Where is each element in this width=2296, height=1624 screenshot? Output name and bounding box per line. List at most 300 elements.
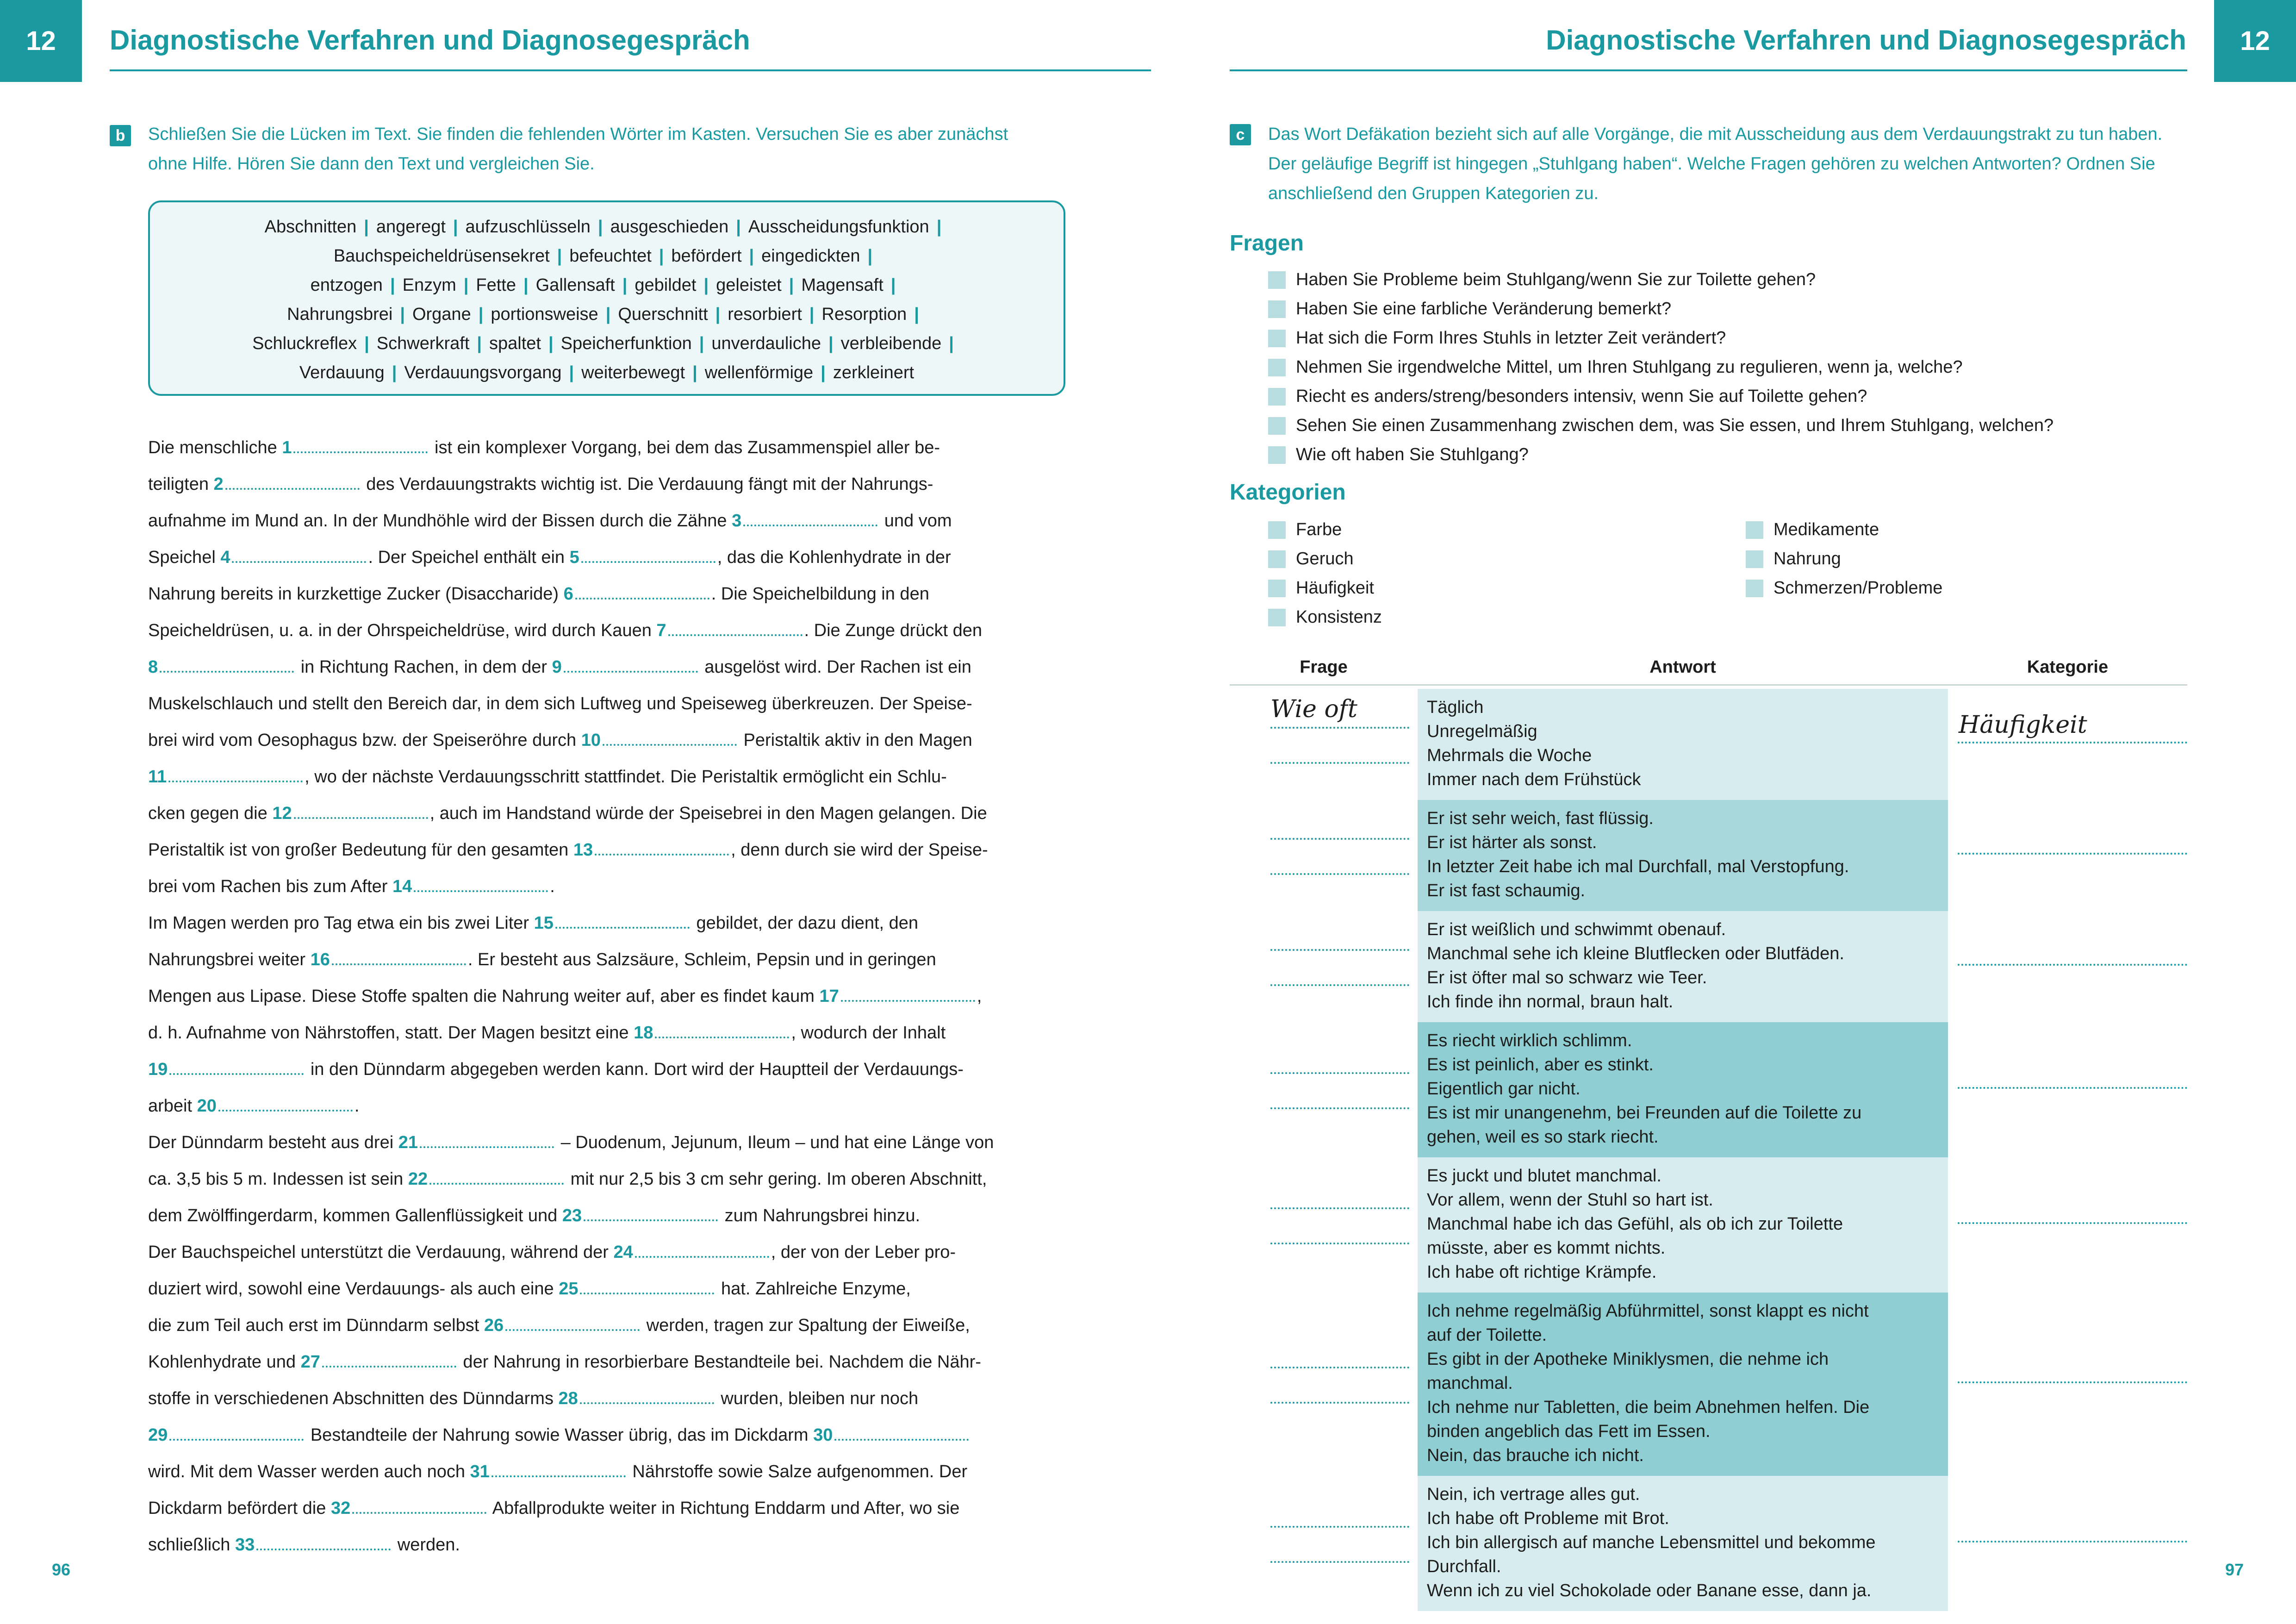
cloze-segment: aufnahme im Mund an. In der Mundhöhle wird der Bissen durch die Zähne <box>148 511 732 531</box>
word-box-item: zerkleinert <box>833 363 915 382</box>
cloze-segment: , wo der nächste Verdauungsschritt stattfindet. Die Peristaltik ermöglicht ein Schlu- <box>305 767 947 787</box>
cloze-line <box>148 686 1065 722</box>
word-box-item: Organe <box>412 305 471 324</box>
word-box-item: Verdauungsvorgang <box>404 363 562 382</box>
page-number-left: 96 <box>52 1560 71 1579</box>
word-box-item: entzogen <box>310 275 383 295</box>
blank-field[interactable] <box>256 1536 391 1550</box>
answer-line: gehen, weil es so stark riecht. <box>1427 1127 1659 1147</box>
blank-field[interactable] <box>160 658 294 673</box>
checkbox[interactable] <box>1268 417 1286 435</box>
checkbox-label: Haben Sie eine farbliche Veränderung bemerkt? <box>1296 299 1672 319</box>
word-separator: | <box>715 305 721 324</box>
word-separator: | <box>400 305 405 324</box>
answer-line: müsste, aber es kommt nichts. <box>1427 1238 1666 1258</box>
kategorie-line[interactable] <box>1958 742 2187 743</box>
word-separator: | <box>477 334 482 353</box>
checkbox-item <box>1268 324 2053 353</box>
answer-line: Er ist fast schaumig. <box>1427 881 1586 900</box>
checkbox-item <box>1746 544 1942 574</box>
cloze-segment: stoffe in verschiedenen Abschnitten des Dünndarms <box>148 1389 559 1408</box>
word-box-item: Enzym <box>402 275 456 295</box>
answer-group <box>1418 1476 1948 1611</box>
table-header-antwort: Antwort <box>1649 657 1716 677</box>
table-header-kategorie: Kategorie <box>2027 657 2109 677</box>
answer-group <box>1418 800 1948 911</box>
questions-heading: Fragen <box>1230 231 1304 256</box>
answer-line: Er ist härter als sonst. <box>1427 833 1597 852</box>
blank-field[interactable] <box>322 1353 456 1368</box>
word-box-item: Fette <box>476 275 516 295</box>
cloze-segment: duziert wird, sowohl eine Verdauungs- als auch eine <box>148 1279 559 1299</box>
cloze-segment: , denn durch sie wird der Speise- <box>731 840 988 860</box>
page-title-left: Diagnostische Verfahren und Diagnosegespräch <box>110 25 750 56</box>
blank-number: 13 <box>573 840 593 860</box>
cloze-segment: – Duodenum, Jejunum, Ileum – und hat eine Länge von <box>556 1133 994 1152</box>
frage-line[interactable] <box>1270 984 1409 986</box>
answer-line: Nein, das brauche ich nicht. <box>1427 1446 1644 1465</box>
word-box-line <box>164 242 1050 271</box>
cloze-line <box>148 868 1065 905</box>
blank-number: 21 <box>398 1133 418 1152</box>
answer-line: Manchmal sehe ich kleine Blutflecken oder Blutfäden. <box>1427 944 1844 963</box>
word-separator: | <box>622 275 628 295</box>
word-box-item: Magensaft <box>801 275 884 295</box>
cloze-line <box>148 1307 1065 1344</box>
blank-field[interactable] <box>293 438 428 453</box>
word-box-item: befördert <box>671 246 742 266</box>
blank-field[interactable] <box>225 475 360 490</box>
checkbox-item <box>1268 294 2053 324</box>
cloze-line <box>148 612 1065 649</box>
cloze-segment: Dickdarm befördert die <box>148 1499 331 1518</box>
checkbox[interactable] <box>1746 580 1763 597</box>
answer-line: Manchmal habe ich das Gefühl, als ob ich zur Toilette <box>1427 1214 1843 1234</box>
word-separator: | <box>890 275 896 295</box>
chapter-number-left: 12 <box>0 0 82 82</box>
answer-line: Es ist mir unangenehm, bei Freunden auf die Toilette zu <box>1427 1103 1862 1123</box>
cloze-line <box>148 795 1065 832</box>
word-box <box>148 200 1065 396</box>
word-box-item: ausgeschieden <box>610 217 729 237</box>
answer-line: Ich bin allergisch auf manche Lebensmittel und bekomme <box>1427 1533 1876 1552</box>
cloze-segment: Der Bauchspeichel unterstützt die Verdauung, während der <box>148 1243 614 1262</box>
word-separator: | <box>789 275 794 295</box>
task-b-instruction: Schließen Sie die Lücken im Text. Sie finden die fehlenden Wörter im Kasten. Versuchen Sie es aber zunächst ohne Hilfe. Hören Sie dann den Text und vergleichen Sie. <box>148 125 1008 174</box>
blank-field[interactable] <box>352 1499 486 1514</box>
cloze-segment: Bestandteile der Nahrung sowie Wasser übrig, das im Dickdarm <box>305 1425 814 1445</box>
blank-number: 27 <box>300 1352 320 1372</box>
word-separator: | <box>453 217 458 237</box>
cloze-line <box>148 466 1065 503</box>
categories-list-2 <box>1746 515 1942 603</box>
cloze-line <box>148 1015 1065 1051</box>
blank-field[interactable] <box>575 585 709 600</box>
answer-line: Täglich <box>1427 698 1484 717</box>
cloze-segment: cken gegen die <box>148 804 273 823</box>
cloze-segment: zum Nahrungsbrei hinzu. <box>720 1206 921 1225</box>
cloze-segment: Abfallprodukte weiter in Richtung Enddarm und After, wo sie <box>488 1499 960 1518</box>
blank-number: 23 <box>562 1206 582 1225</box>
word-separator: | <box>809 305 815 324</box>
answer-group <box>1418 1022 1948 1157</box>
word-box-item: angeregt <box>376 217 446 237</box>
cloze-line <box>148 1124 1065 1161</box>
checkbox-label: Konsistenz <box>1296 607 1382 627</box>
blank-number: 8 <box>148 657 158 677</box>
word-separator: | <box>936 217 942 237</box>
word-separator: | <box>703 275 709 295</box>
answer-line: In letzter Zeit habe ich mal Durchfall, mal Verstopfung. <box>1427 857 1849 876</box>
word-box-item: Schluckreflex <box>252 334 357 353</box>
blank-number: 4 <box>220 548 230 567</box>
blank-field[interactable] <box>635 1243 769 1258</box>
word-box-item: verbleibende <box>840 334 942 353</box>
blank-number: 10 <box>581 731 601 750</box>
cloze-segment: Nährstoffe sowie Salze aufgenommen. Der <box>627 1462 968 1481</box>
word-box-item: Abschnitten <box>264 217 357 237</box>
frage-line[interactable] <box>1270 1561 1409 1563</box>
checkbox-label: Riecht es anders/streng/besonders intensiv, wenn Sie auf Toilette gehen? <box>1296 387 1867 406</box>
checkbox[interactable] <box>1268 300 1286 318</box>
blank-field[interactable] <box>655 1024 789 1038</box>
cloze-line <box>148 1161 1065 1198</box>
checkbox[interactable] <box>1268 609 1286 626</box>
frage-line[interactable] <box>1270 727 1409 729</box>
word-box-item: geleistet <box>716 275 782 295</box>
word-box-line <box>164 358 1050 387</box>
word-box-item: eingedickten <box>761 246 860 266</box>
checkbox[interactable] <box>1268 446 1286 464</box>
checkbox[interactable] <box>1746 550 1763 568</box>
blank-field[interactable] <box>555 914 690 929</box>
frage-line[interactable] <box>1270 949 1409 951</box>
blank-field[interactable] <box>429 1170 564 1185</box>
answer-line: Es riecht wirklich schlimm. <box>1427 1031 1632 1050</box>
cloze-line <box>148 503 1065 539</box>
cloze-segment: die zum Teil auch erst im Dünndarm selbst <box>148 1316 484 1335</box>
cloze-line <box>148 759 1065 795</box>
blank-number: 29 <box>148 1425 168 1445</box>
cloze-line <box>148 539 1065 576</box>
cloze-line <box>148 1380 1065 1417</box>
header-divider-left <box>110 69 1151 71</box>
word-separator: | <box>867 246 873 266</box>
cloze-line <box>148 1454 1065 1490</box>
header-divider-right <box>1230 69 2187 71</box>
word-box-item: Nahrungsbrei <box>287 305 393 324</box>
checkbox-item <box>1268 411 2053 440</box>
checkbox-label: Nahrung <box>1773 549 1841 568</box>
word-box-item: Gallensaft <box>535 275 615 295</box>
word-box-item: Bauchspeicheldrüsensekret <box>333 246 550 266</box>
blank-field[interactable] <box>595 841 729 856</box>
kategorie-line[interactable] <box>1958 1222 2187 1224</box>
cloze-segment: in Richtung Rachen, in dem der <box>296 657 552 677</box>
word-separator: | <box>364 217 369 237</box>
answer-line: Er ist sehr weich, fast flüssig. <box>1427 809 1654 828</box>
cloze-segment: , auch im Handstand würde der Speisebrei in den Magen gelangen. Die <box>429 804 987 823</box>
word-box-item: Querschnitt <box>618 305 708 324</box>
cloze-line <box>148 1051 1065 1088</box>
cloze-line <box>148 576 1065 612</box>
cloze-line <box>148 942 1065 978</box>
cloze-segment: dem Zwölffingerdarm, kommen Gallenflüssigkeit und <box>148 1206 562 1225</box>
answer-line: auf der Toilette. <box>1427 1325 1547 1345</box>
word-separator: | <box>463 275 469 295</box>
answer-line: Vor allem, wenn der Stuhl so hart ist. <box>1427 1190 1713 1210</box>
blank-number: 9 <box>552 657 562 677</box>
cloze-segment: , der von der Leber pro- <box>771 1243 956 1262</box>
cloze-line <box>148 430 1065 466</box>
answer-line: Durchfall. <box>1427 1557 1501 1576</box>
blank-number: 31 <box>470 1462 490 1481</box>
categories-heading: Kategorien <box>1230 480 1346 505</box>
checkbox-item <box>1268 515 1382 544</box>
blank-field[interactable] <box>169 1426 304 1441</box>
word-box-line <box>164 300 1050 329</box>
task-b-badge: b <box>110 125 131 146</box>
word-separator: | <box>557 246 562 266</box>
answer-line: Er ist weißlich und schwimmt obenauf. <box>1427 920 1726 939</box>
word-separator: | <box>364 334 369 353</box>
cloze-segment: brei wird vom Oesophagus bzw. der Speiseröhre durch <box>148 731 581 750</box>
frage-line[interactable] <box>1270 1207 1409 1209</box>
cloze-segment: gebildet, der dazu dient, den <box>691 913 919 933</box>
checkbox-label: Medikamente <box>1773 520 1879 539</box>
blank-field[interactable] <box>218 1097 353 1112</box>
table-header-rule <box>1230 684 2187 686</box>
blank-field[interactable] <box>332 950 466 965</box>
blank-field[interactable] <box>580 1280 714 1294</box>
blank-field[interactable] <box>420 1133 554 1148</box>
checkbox[interactable] <box>1268 330 1286 347</box>
blank-field[interactable] <box>581 548 716 563</box>
cloze-segment: Speichel <box>148 548 221 567</box>
checkbox[interactable] <box>1268 388 1286 406</box>
blank-field[interactable] <box>580 1389 714 1404</box>
answer-line: Eigentlich gar nicht. <box>1427 1079 1580 1099</box>
checkbox-item <box>1268 382 2053 411</box>
answer-line: Mehrmals die Woche <box>1427 746 1592 765</box>
word-box-line <box>164 271 1050 300</box>
frage-line[interactable] <box>1270 1526 1409 1528</box>
cloze-segment: d. h. Aufnahme von Nährstoffen, statt. Der Magen besitzt eine <box>148 1023 634 1043</box>
word-box-item: befeuchtet <box>569 246 652 266</box>
checkbox[interactable] <box>1268 271 1286 289</box>
blank-number: 6 <box>563 584 573 604</box>
blank-number: 7 <box>656 621 666 640</box>
checkbox-item <box>1268 544 1382 574</box>
cloze-line <box>148 1088 1065 1124</box>
blank-number: 15 <box>534 913 554 933</box>
checkbox-label: Sehen Sie einen Zusammenhang zwischen dem, was Sie essen, und Ihrem Stuhlgang, welchen? <box>1296 416 2054 435</box>
cloze-line <box>148 832 1065 868</box>
checkbox-item <box>1268 574 1382 603</box>
blank-number: 22 <box>408 1169 428 1189</box>
checkbox-item <box>1268 603 1382 632</box>
frage-line[interactable] <box>1270 838 1409 840</box>
page-number-right: 97 <box>2225 1560 2244 1579</box>
task-c-instruction: Das Wort Defäkation bezieht sich auf alle Vorgänge, die mit Ausscheidung aus dem Verdauungstrakt zu tun haben. Der geläufige Begriff ist hingegen „Stuhlgang haben“. Welche Fragen gehören zu welchen Antworten? Ordnen Sie anschließend den Gruppen Kategorien zu. <box>1268 125 2163 203</box>
frage-line[interactable] <box>1270 1072 1409 1074</box>
blank-number: 1 <box>282 438 292 457</box>
blank-number: 12 <box>272 804 292 823</box>
blank-field[interactable] <box>169 1060 304 1075</box>
cloze-segment: . Der Speichel enthält ein <box>368 548 570 567</box>
categories-list-1 <box>1268 515 1382 632</box>
word-separator: | <box>390 275 395 295</box>
cloze-segment: . Die Speichelbildung in den <box>711 584 929 604</box>
word-box-item: portionsweise <box>491 305 598 324</box>
frage-line[interactable] <box>1270 762 1409 764</box>
cloze-segment: Muskelschlauch und stellt den Bereich dar, in dem sich Luftweg und Speiseweg überkreuzen. Der Speise- <box>148 694 972 713</box>
cloze-line <box>148 1271 1065 1307</box>
cloze-segment: , wodurch der Inhalt <box>791 1023 946 1043</box>
cloze-segment: teiligten <box>148 475 214 494</box>
cloze-segment: Speicheldrüsen, u. a. in der Ohrspeicheldrüse, wird durch Kauen <box>148 621 657 640</box>
cloze-segment: arbeit <box>148 1096 197 1116</box>
blank-field[interactable] <box>603 731 737 746</box>
blank-number: 24 <box>613 1243 633 1262</box>
blank-field[interactable] <box>294 804 428 819</box>
answer-group <box>1418 911 1948 1022</box>
blank-field[interactable] <box>743 512 877 526</box>
word-separator: | <box>699 334 704 353</box>
cloze-segment: Kohlenhydrate und <box>148 1352 301 1372</box>
word-box-item: wellenförmige <box>704 363 814 382</box>
blank-number: 25 <box>559 1279 579 1299</box>
task-c-badge: c <box>1230 124 1251 145</box>
checkbox-label: Wie oft haben Sie Stuhlgang? <box>1296 445 1529 464</box>
blank-number: 30 <box>813 1425 833 1445</box>
checkbox-item <box>1746 515 1942 544</box>
word-separator: | <box>821 363 826 382</box>
cloze-segment: Nahrungsbrei weiter <box>148 950 311 969</box>
checkbox[interactable] <box>1268 359 1286 376</box>
kategorie-line[interactable] <box>1958 853 2187 855</box>
answer-line: Er ist öfter mal so schwarz wie Teer. <box>1427 968 1707 987</box>
blank-field[interactable] <box>505 1316 640 1331</box>
blank-field[interactable] <box>564 658 698 673</box>
answer-line: manchmal. <box>1427 1374 1513 1393</box>
cloze-segment: Im Magen werden pro Tag etwa ein bis zwei Liter <box>148 913 534 933</box>
answer-line: Es ist peinlich, aber es stinkt. <box>1427 1055 1654 1074</box>
answer-group <box>1418 689 1948 800</box>
word-separator: | <box>523 275 529 295</box>
answer-line: Es gibt in der Apotheke Miniklysmen, die nehme ich <box>1427 1349 1829 1369</box>
answer-group <box>1418 1157 1948 1293</box>
cloze-line <box>148 1198 1065 1234</box>
blank-number: 19 <box>148 1060 168 1079</box>
blank-number: 18 <box>634 1023 653 1043</box>
page-title-right: Diagnostische Verfahren und Diagnosegespräch <box>1546 25 2186 56</box>
word-box-item: Speicherfunktion <box>560 334 692 353</box>
word-separator: | <box>548 334 554 353</box>
cloze-segment: der Nahrung in resorbierbare Bestandteile bei. Nachdem die Nähr- <box>458 1352 981 1372</box>
frage-line[interactable] <box>1270 873 1409 875</box>
checkbox[interactable] <box>1746 521 1763 539</box>
blank-field[interactable] <box>414 877 548 892</box>
blank-field[interactable] <box>834 1426 969 1441</box>
kategorie-line[interactable] <box>1958 1381 2187 1383</box>
blank-field[interactable] <box>841 987 975 1002</box>
answer-line: Es juckt und blutet manchmal. <box>1427 1166 1661 1186</box>
blank-number: 2 <box>213 475 224 494</box>
word-separator: | <box>736 217 741 237</box>
blank-field[interactable] <box>668 621 803 636</box>
cloze-segment: . Die Zunge drückt den <box>804 621 982 640</box>
cloze-segment: Die menschliche <box>148 438 282 457</box>
checkbox-item <box>1746 574 1942 603</box>
word-box-item: Verdauung <box>299 363 385 382</box>
cloze-segment: . Er besteht aus Salzsäure, Schleim, Pepsin und in geringen <box>467 950 936 969</box>
frage-line[interactable] <box>1270 1243 1409 1244</box>
word-box-item: Ausscheidungsfunktion <box>748 217 929 237</box>
cloze-text <box>148 430 1065 1563</box>
cloze-segment: Peristaltik ist von großer Bedeutung für den gesamten <box>148 840 573 860</box>
kategorie-line[interactable] <box>1958 964 2187 966</box>
blank-number: 17 <box>819 987 839 1006</box>
word-separator: | <box>828 334 834 353</box>
blank-field[interactable] <box>584 1206 718 1221</box>
kategorie-line[interactable] <box>1958 1087 2187 1089</box>
blank-number: 16 <box>310 950 330 969</box>
checkbox[interactable] <box>1268 521 1286 539</box>
word-separator: | <box>597 217 603 237</box>
cloze-line <box>148 1417 1065 1454</box>
checkbox-label: Schmerzen/Probleme <box>1773 578 1943 598</box>
frage-line[interactable] <box>1270 1107 1409 1109</box>
word-box-item: unverdauliche <box>711 334 821 353</box>
answer-line: Ich nehme regelmäßig Abführmittel, sonst klappt es nicht <box>1427 1301 1869 1321</box>
word-separator: | <box>692 363 697 382</box>
word-separator: | <box>569 363 574 382</box>
word-box-item: aufzuschlüsseln <box>465 217 591 237</box>
checkbox[interactable] <box>1268 580 1286 597</box>
blank-field[interactable] <box>168 768 303 782</box>
chapter-number-right: 12 <box>2214 0 2296 82</box>
cloze-segment: wurden, bleiben nur noch <box>716 1389 919 1408</box>
blank-field[interactable] <box>232 548 366 563</box>
cloze-segment: in den Dünndarm abgegeben werden kann. Dort wird der Hauptteil der Verdauungs- <box>305 1060 964 1079</box>
blank-number: 3 <box>732 511 742 531</box>
word-box-item: gebildet <box>635 275 697 295</box>
word-box-item: spaltet <box>489 334 541 353</box>
kategorie-line[interactable] <box>1958 1541 2187 1543</box>
frage-line[interactable] <box>1270 1402 1409 1404</box>
checkbox-label: Farbe <box>1296 520 1342 539</box>
cloze-segment: und vom <box>879 511 952 531</box>
frage-line[interactable] <box>1270 1367 1409 1368</box>
cloze-segment: , das die Kohlenhydrate in der <box>717 548 951 567</box>
blank-number: 11 <box>148 767 167 787</box>
cloze-line <box>148 722 1065 759</box>
cloze-segment: . <box>354 1096 360 1116</box>
answer-line: binden angeblich das Fett im Essen. <box>1427 1422 1711 1441</box>
checkbox[interactable] <box>1268 550 1286 568</box>
cloze-segment: ist ein komplexer Vorgang, bei dem das Zusammenspiel aller be- <box>429 438 940 457</box>
answer-line: Immer nach dem Frühstück <box>1427 770 1641 789</box>
blank-field[interactable] <box>492 1462 626 1477</box>
cloze-segment: ca. 3,5 bis 5 m. Indessen ist sein <box>148 1169 408 1189</box>
word-separator: | <box>605 305 611 324</box>
table-header-frage: Frage <box>1300 657 1348 677</box>
blank-number: 33 <box>235 1535 255 1555</box>
cloze-segment: mit nur 2,5 bis 3 cm sehr gering. Im oberen Abschnitt, <box>566 1169 987 1189</box>
cloze-line <box>148 1234 1065 1271</box>
word-separator: | <box>949 334 954 353</box>
